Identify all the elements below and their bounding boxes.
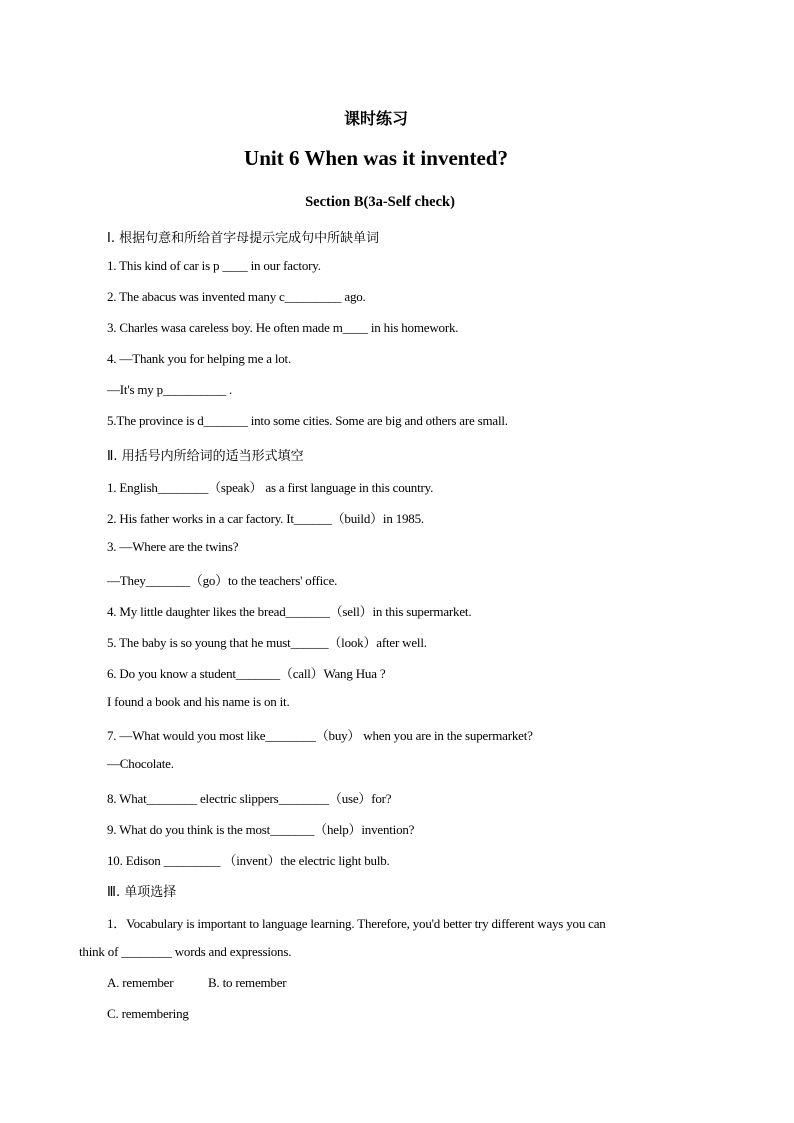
part2-item: 10. Edison _________ （invent）the electric light bulb. [107, 853, 390, 868]
part1-item: 5.The province is d_______ into some cities. Some are big and others are small. [107, 413, 508, 428]
part1-heading: Ⅰ. 根据句意和所给首字母提示完成句中所缺单词 [107, 231, 380, 246]
part2-item: 6. Do you know a student_______（call）Wang Hua ? [107, 666, 386, 681]
part1-item: 1. This kind of car is p ____ in our factory. [107, 258, 321, 273]
part2-item: 9. What do you think is the most_______（help）invention? [107, 822, 415, 837]
option-b: B. to remember [208, 975, 287, 990]
section-title: Section B(3a-Self check) [305, 194, 455, 210]
part3-question-line: 1．Vocabulary is important to language learning. Therefore, you'd better try different ways you can [107, 916, 606, 931]
option-a: A. remember [107, 975, 174, 990]
unit-title: Unit 6 When was it invented? [244, 146, 508, 170]
part1-item: —It's my p__________ . [107, 382, 233, 397]
part2-item: 1. English________（speak） as a first language in this country. [107, 480, 434, 495]
part2-item: 2. His father works in a car factory. It______（build）in 1985. [107, 511, 424, 526]
page-title-cn: 课时练习 [343, 109, 408, 128]
part2-item: 4. My little daughter likes the bread_______（sell）in this supermarket. [107, 604, 472, 619]
part2-item: 7. —What would you most like________（buy） when you are in the supermarket? [107, 728, 533, 743]
part2-item: 3. —Where are the twins? [107, 539, 239, 554]
part2-item: I found a book and his name is on it. [107, 694, 290, 709]
part1-item: 3. Charles wasa careless boy. He often made m____ in his homework. [107, 320, 459, 335]
part2-item: 5. The baby is so young that he must______（look）after well. [107, 635, 427, 650]
part2-heading: Ⅱ. 用括号内所给词的适当形式填空 [107, 449, 304, 464]
part2-item: —Chocolate. [107, 756, 174, 771]
option-c: C. remembering [107, 1006, 189, 1021]
part2-item: 8. What________ electric slippers________（use）for? [107, 791, 392, 806]
part3-heading: Ⅲ. 单项选择 [107, 885, 177, 900]
part2-item: —They_______（go）to the teachers' office. [107, 573, 338, 588]
part3-question-line: think of ________ words and expressions. [79, 944, 292, 959]
part1-item: 4. —Thank you for helping me a lot. [107, 351, 291, 366]
part1-item: 2. The abacus was invented many c_________ ago. [107, 289, 366, 304]
